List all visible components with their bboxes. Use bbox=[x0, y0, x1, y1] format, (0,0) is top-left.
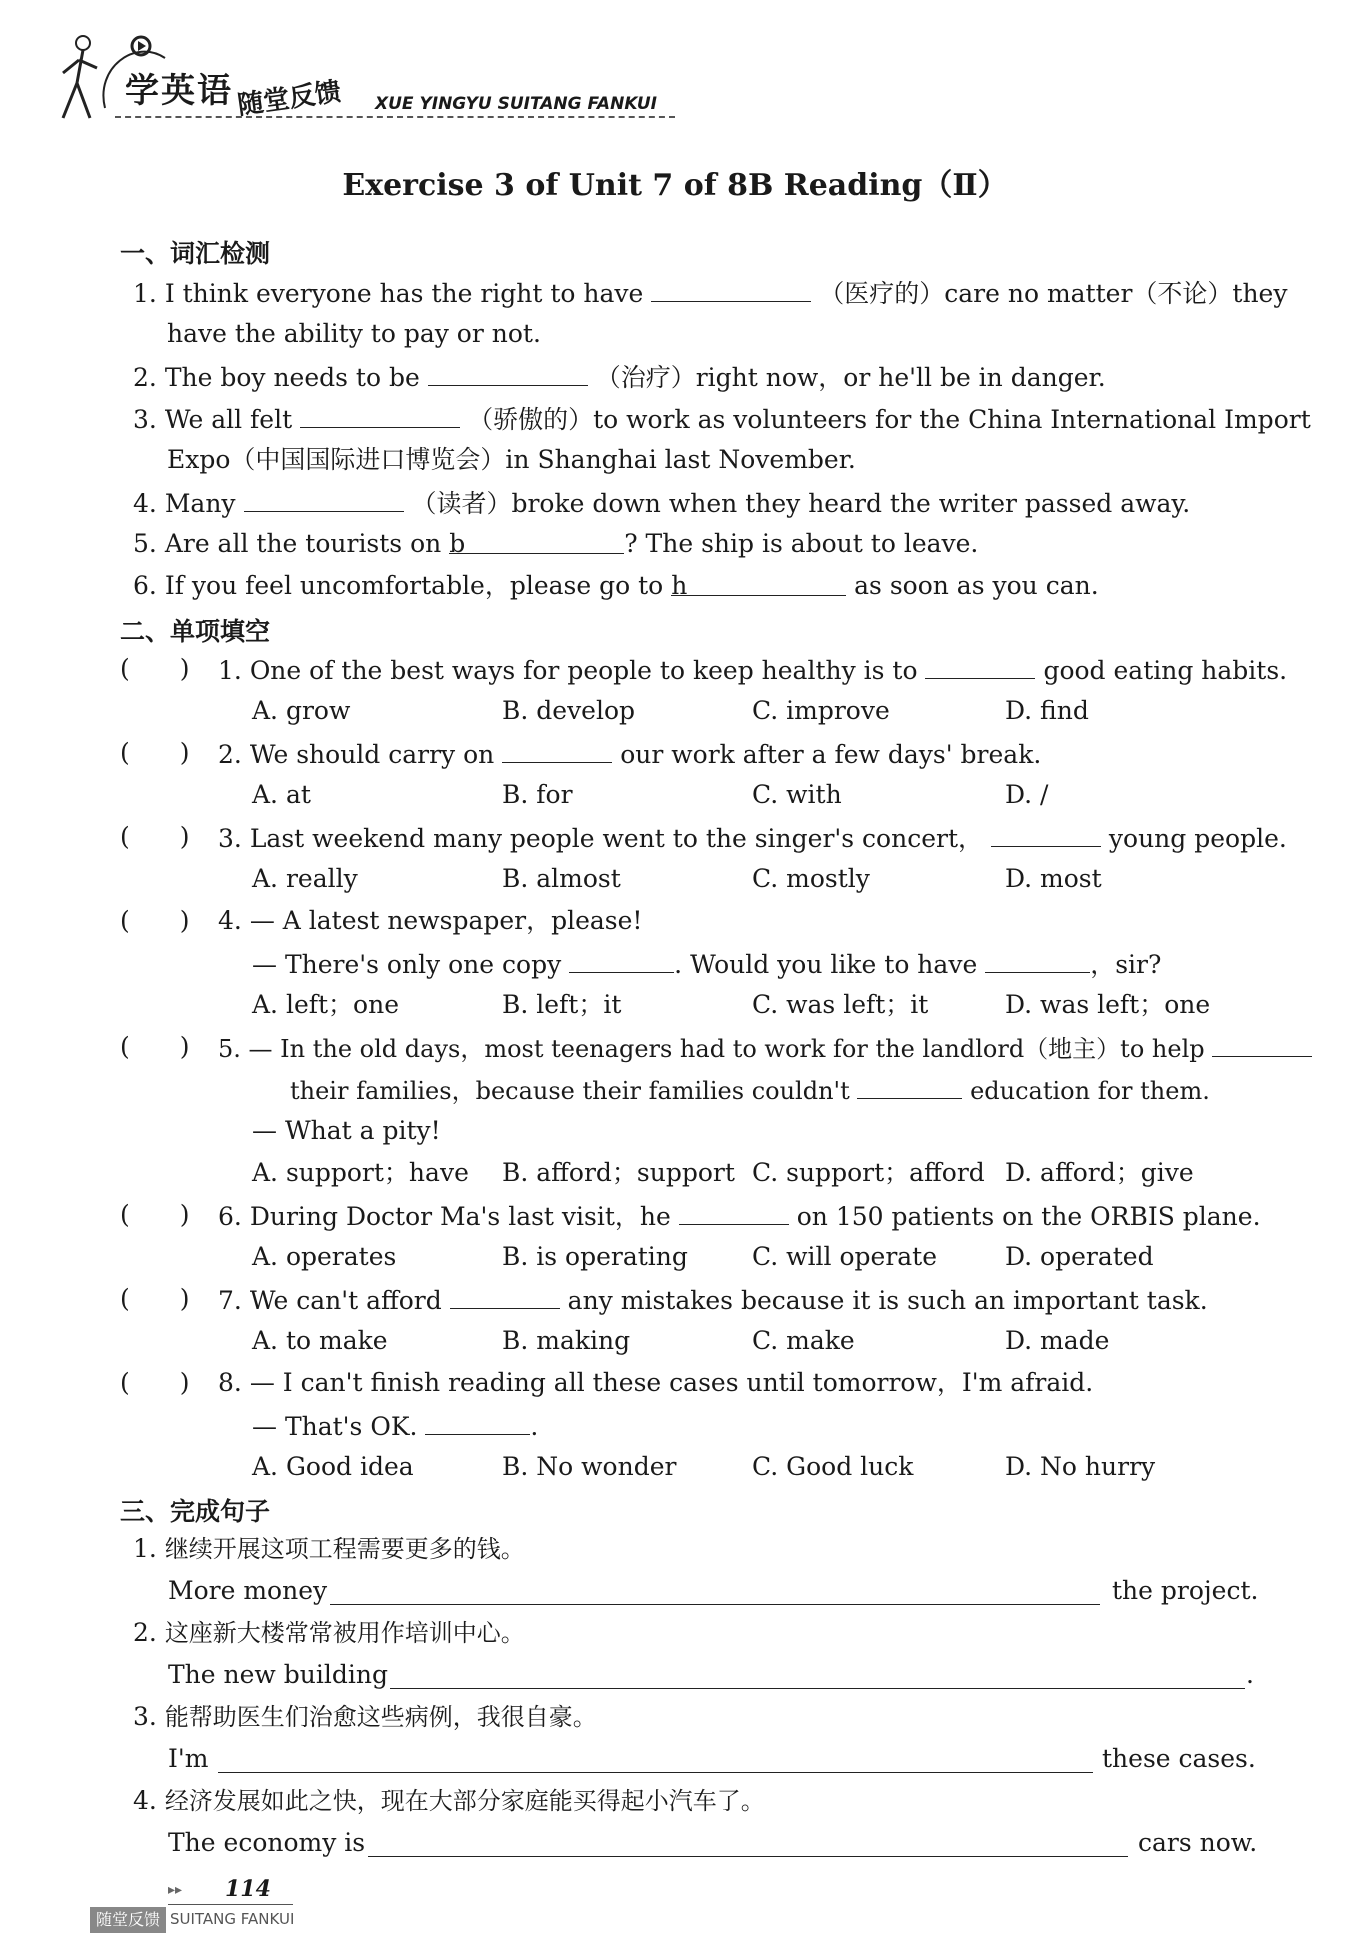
answer-blank[interactable] bbox=[428, 359, 588, 386]
option-c[interactable]: C. make bbox=[752, 1326, 855, 1355]
option-d[interactable]: D. afford；give bbox=[1005, 1158, 1194, 1187]
option-a[interactable]: A. grow bbox=[252, 696, 351, 725]
s3-item-1-start: More money bbox=[168, 1576, 328, 1605]
brand-title-en: XUE YINGYU SUITANG FANKUI bbox=[375, 94, 658, 114]
option-b[interactable]: B. is operating bbox=[502, 1242, 688, 1271]
answer-blank bbox=[991, 820, 1101, 847]
s1-item-4: 4. Many （读者）broke down when they heard the writer passed away. bbox=[133, 485, 1190, 521]
q1-stem: 1. One of the best ways for people to keep healthy is to good eating habits. bbox=[218, 652, 1287, 688]
q4-stem: 4. — A latest newspaper，please! bbox=[218, 906, 643, 935]
footer-divider bbox=[168, 1904, 293, 1905]
page-arrow-icon: ▸▸ bbox=[168, 1882, 183, 1898]
option-a[interactable]: A. support；have bbox=[252, 1158, 469, 1187]
answer-blank[interactable] bbox=[300, 401, 460, 428]
s1-item-2: 2. The boy needs to be （治疗）right now，or he'll be in danger. bbox=[133, 359, 1106, 395]
answer-parens[interactable]: ( ) bbox=[120, 1368, 190, 1397]
option-c[interactable]: C. will operate bbox=[752, 1242, 938, 1271]
answer-blank[interactable]: h bbox=[671, 569, 846, 596]
section3-heading: 三、完成句子 bbox=[120, 1497, 271, 1526]
option-d[interactable]: D. was left；one bbox=[1005, 990, 1211, 1019]
s3-item-3-cn: 3. 能帮助医生们治愈这些病例，我很自豪。 bbox=[133, 1702, 597, 1731]
option-d[interactable]: D. most bbox=[1005, 864, 1102, 893]
brand-title-cn: 学英语 bbox=[125, 71, 233, 111]
page-number: 114 bbox=[225, 1876, 271, 1902]
s3-item-4-end: cars now. bbox=[1138, 1828, 1258, 1857]
q6-stem: 6. During Doctor Ma's last visit，he on 150 patients on the ORBIS plane. bbox=[218, 1198, 1261, 1234]
option-c[interactable]: C. support；afford bbox=[752, 1158, 985, 1187]
answer-parens[interactable]: ( ) bbox=[120, 738, 190, 767]
answer-parens[interactable]: ( ) bbox=[120, 906, 190, 935]
answer-blank bbox=[857, 1072, 962, 1099]
option-a[interactable]: A. left；one bbox=[252, 990, 399, 1019]
header-divider bbox=[115, 116, 675, 118]
option-c[interactable]: C. Good luck bbox=[752, 1452, 914, 1481]
answer-parens[interactable]: ( ) bbox=[120, 822, 190, 851]
answer-line[interactable] bbox=[368, 1830, 1128, 1857]
answer-parens[interactable]: ( ) bbox=[120, 1284, 190, 1313]
s1-item-1: 1. I think everyone has the right to have （医疗的）care no matter（不论）they bbox=[133, 275, 1287, 311]
q8-stem: 8. — I can't finish reading all these cases until tomorrow，I'm afraid. bbox=[218, 1368, 1094, 1397]
answer-parens[interactable]: ( ) bbox=[120, 654, 190, 683]
option-c[interactable]: C. improve bbox=[752, 696, 890, 725]
option-b[interactable]: B. left；it bbox=[502, 990, 622, 1019]
q5-stem-3: — What a pity! bbox=[252, 1116, 441, 1145]
s1-item-3-cont: Expo（中国国际进口博览会）in Shanghai last November. bbox=[167, 445, 856, 474]
s1-item-1-cont: have the ability to pay or not. bbox=[167, 319, 541, 348]
header-logo bbox=[55, 28, 695, 138]
answer-parens[interactable]: ( ) bbox=[120, 1032, 190, 1061]
answer-blank bbox=[985, 946, 1090, 973]
option-d[interactable]: D. operated bbox=[1005, 1242, 1154, 1271]
option-b[interactable]: B. develop bbox=[502, 696, 636, 725]
answer-blank bbox=[1212, 1030, 1312, 1057]
answer-blank bbox=[450, 1282, 560, 1309]
answer-blank[interactable] bbox=[244, 485, 404, 512]
answer-line[interactable] bbox=[218, 1746, 1093, 1773]
section1-heading: 一、词汇检测 bbox=[120, 239, 271, 268]
q3-stem: 3. Last weekend many people went to the singer's concert， young people. bbox=[218, 820, 1287, 856]
option-c[interactable]: C. with bbox=[752, 780, 842, 809]
answer-line[interactable] bbox=[390, 1662, 1245, 1689]
option-b[interactable]: B. making bbox=[502, 1326, 631, 1355]
q4-stem-2: — There's only one copy . Would you like to have ，sir? bbox=[252, 946, 1161, 982]
option-b[interactable]: B. afford；support bbox=[502, 1158, 735, 1187]
q2-stem: 2. We should carry on our work after a few days' break. bbox=[218, 736, 1041, 772]
answer-blank bbox=[679, 1198, 789, 1225]
option-b[interactable]: B. almost bbox=[502, 864, 621, 893]
s1-item-6: 6. If you feel uncomfortable，please go to h as soon as you can. bbox=[133, 571, 1099, 600]
option-d[interactable]: D. / bbox=[1005, 780, 1049, 809]
option-a[interactable]: A. to make bbox=[252, 1326, 388, 1355]
q7-stem: 7. We can't afford any mistakes because it is such an important task. bbox=[218, 1282, 1208, 1318]
option-d[interactable]: D. made bbox=[1005, 1326, 1110, 1355]
s1-item-3: 3. We all felt （骄傲的）to work as volunteers for the China International Import bbox=[133, 401, 1311, 437]
option-c[interactable]: C. was left；it bbox=[752, 990, 929, 1019]
answer-blank[interactable]: b bbox=[449, 527, 624, 554]
q5-stem: 5. — In the old days，most teenagers had to work for the landlord（地主）to help bbox=[218, 1030, 1312, 1066]
s3-item-2-start: The new building bbox=[168, 1660, 388, 1689]
answer-blank bbox=[925, 652, 1035, 679]
option-a[interactable]: A. really bbox=[252, 864, 358, 893]
footer-badge: 随堂反馈 bbox=[90, 1907, 166, 1933]
footer-brand-en: SUITANG FANKUI bbox=[170, 1910, 295, 1928]
s3-item-1-end: the project. bbox=[1112, 1576, 1259, 1605]
exercise-title: Exercise 3 of Unit 7 of 8B Reading（Ⅱ） bbox=[342, 168, 1008, 203]
answer-blank bbox=[425, 1408, 530, 1435]
answer-line[interactable] bbox=[330, 1578, 1100, 1605]
option-b[interactable]: B. for bbox=[502, 780, 573, 809]
s3-item-2-end: . bbox=[1246, 1660, 1254, 1689]
answer-parens[interactable]: ( ) bbox=[120, 1200, 190, 1229]
option-b[interactable]: B. No wonder bbox=[502, 1452, 677, 1481]
answer-blank bbox=[569, 946, 674, 973]
answer-blank bbox=[502, 736, 612, 763]
option-d[interactable]: D. No hurry bbox=[1005, 1452, 1156, 1481]
s3-item-2-cn: 2. 这座新大楼常常被用作培训中心。 bbox=[133, 1618, 525, 1647]
option-a[interactable]: A. at bbox=[252, 780, 311, 809]
s3-item-4-start: The economy is bbox=[168, 1828, 366, 1857]
s3-item-1-cn: 1. 继续开展这项工程需要更多的钱。 bbox=[133, 1534, 525, 1563]
option-d[interactable]: D. find bbox=[1005, 696, 1089, 725]
s3-item-3-end: these cases. bbox=[1102, 1744, 1256, 1773]
answer-blank[interactable] bbox=[651, 275, 811, 302]
q5-stem-2: their families，because their families couldn't education for them. bbox=[290, 1072, 1210, 1108]
option-a[interactable]: A. Good idea bbox=[252, 1452, 414, 1481]
section2-heading: 二、单项填空 bbox=[120, 617, 271, 646]
brand-subtitle-cn: 随堂反馈 bbox=[235, 76, 343, 122]
s3-item-4-cn: 4. 经济发展如此之快，现在大部分家庭能买得起小汽车了。 bbox=[133, 1786, 765, 1815]
q8-stem-2: — That's OK. . bbox=[252, 1408, 538, 1444]
option-a[interactable]: A. operates bbox=[252, 1242, 397, 1271]
option-c[interactable]: C. mostly bbox=[752, 864, 870, 893]
s1-item-5: 5. Are all the tourists on b ? The ship is about to leave. bbox=[133, 529, 979, 558]
s3-item-3-start: I'm bbox=[168, 1744, 209, 1773]
